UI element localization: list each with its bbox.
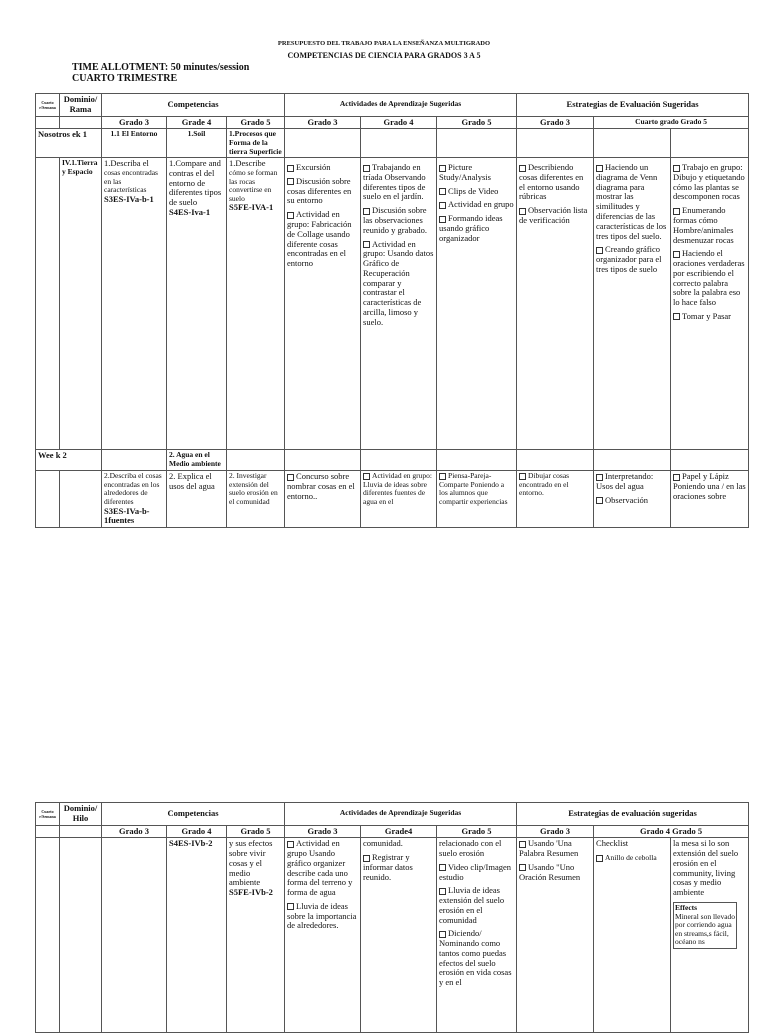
competency-g4-code: S4ES-Iva-1 — [169, 207, 211, 217]
checkbox-icon — [363, 208, 370, 215]
effects-title: Effects — [675, 902, 698, 912]
grade4-header: Grade 4 — [167, 116, 227, 129]
list-item: Clips de Video — [439, 187, 514, 197]
grade5-header: Grado 5 — [227, 116, 285, 129]
competency-g5-text: y sus efectos sobre vivir cosas y el medio ambiente — [229, 838, 273, 888]
checkbox-icon — [287, 474, 294, 481]
checkbox-icon — [439, 216, 446, 223]
competency-g3-title: 1.Describa el — [104, 158, 149, 169]
list-item: Registrar y informar datos reunido. — [363, 852, 413, 882]
list-item: Actividad en grupo: Usando datos Gráfico de Recuperación comparar y contrastar el características de arcilla, limoso y suelo. — [363, 238, 434, 327]
checkbox-icon — [287, 903, 294, 910]
checkbox-icon — [596, 474, 603, 481]
document-title: COMPETENCIAS DE CIENCIA PARA GRADOS 3 A 5 — [287, 51, 481, 60]
list-item: relacionado con el suelo erosión — [439, 838, 502, 859]
list-item: Enumerando formas cómo Hombre/animales desmenuzar rocas — [673, 205, 734, 245]
checkbox-icon — [287, 212, 294, 219]
list-item: Lluvia de ideas sobre la importancia de alrededores. — [287, 900, 357, 931]
evaluation-g3-week2: Dibujar cosas encontrado en el entorno. — [517, 471, 594, 528]
competency-g5-code: S5FE-IVA-1 — [229, 202, 274, 213]
list-item: Tomar y Pasar — [673, 312, 746, 322]
competency-g5-code: S5FE-IVb-2 — [229, 887, 273, 898]
checkbox-icon — [439, 165, 446, 172]
grade3-header: Grado 3 — [102, 116, 167, 129]
checkbox-icon — [596, 165, 603, 172]
competency-g5 — [227, 158, 285, 450]
list-item: comunidad. — [363, 838, 403, 849]
activities-g5 — [437, 158, 517, 450]
evaluation-g4 — [594, 158, 671, 450]
checkbox-icon — [596, 247, 603, 254]
competency-g5-text: cómo se forman las rocas convertirse en suelo — [229, 167, 278, 203]
checkbox-icon — [596, 497, 603, 504]
list-item: Trabajando en tríada Observando diferentes tipos de suelo en el jardín. — [363, 162, 426, 202]
list-item: Describiendo cosas diferentes en el entorno usando rúbricas — [519, 162, 584, 202]
col-evaluacion-header: Estrategias de evaluación sugeridas — [517, 803, 749, 826]
eval-grade45-header: Cuarto grado Grado 5 — [594, 116, 749, 129]
evaluation-g4-week2 — [594, 471, 671, 528]
subject-g4: 1.Soil — [167, 129, 227, 158]
list-item: Observación — [596, 496, 668, 506]
activities-g3 — [285, 158, 361, 450]
list-item: Trabajo en grupo: Dibujo y etiquetando cómo las plantas se descomponen rocas — [673, 162, 745, 202]
list-item: Usando 'Una Palabra Resumen — [519, 838, 579, 859]
checkbox-icon — [439, 188, 446, 195]
checkbox-icon — [673, 474, 680, 481]
checkbox-icon — [287, 841, 294, 848]
list-item: Discusión sobre las observaciones reunido y grabado. — [363, 205, 427, 235]
eval-grade45-header: Grado 4 Grado 5 — [594, 825, 749, 838]
act-grade4-header: Grade4 — [361, 825, 437, 838]
checkbox-icon — [363, 241, 370, 248]
col-competencias-header: Competencias — [102, 803, 285, 826]
checkbox-icon — [519, 841, 526, 848]
checkbox-icon — [287, 165, 294, 172]
evaluation-g5 — [671, 158, 749, 450]
col-actividades-header: Actividades de Aprendizaje Sugeridas — [285, 803, 517, 826]
checkbox-icon — [439, 864, 446, 871]
checkbox-icon — [439, 202, 446, 209]
subject-g3: 1.1 El Entorno — [102, 129, 167, 158]
activities-g5 — [437, 838, 517, 1033]
col-actividades-header: Actividades de Aprendizaje Sugeridas — [285, 94, 517, 117]
act-grade3-header: Grado 3 — [285, 825, 361, 838]
activities-g4 — [361, 158, 437, 450]
checkbox-icon — [673, 251, 680, 258]
list-item: Haciendo el oraciones verdaderas por escribiendo el correcto palabra sobre la palabra eso lo hace falso — [673, 248, 745, 308]
act-grade5-header: Grado 5 — [437, 116, 517, 129]
list-item: Haciendo un diagrama de Venn diagrama para mostrar las similitudes y diferencias de las características de los tres tipos del suelo. — [596, 162, 667, 241]
checkbox-icon — [673, 208, 680, 215]
col-cuarto-header: Cuarto r/Semana — [36, 94, 60, 117]
competencies-table-1 — [35, 93, 749, 528]
competency-code: S3ES-IVa-b-1fuentes — [104, 505, 150, 526]
competency-g3 — [102, 158, 167, 450]
evaluation-g5-text: la mesa si lo son extensión del suelo erosión en el community, living cosas y medio ambiente — [673, 838, 739, 898]
week1-label: Nosotros ek 1 — [36, 129, 102, 158]
competency-g4-code: S4ES-IVb-2 — [167, 838, 227, 1033]
list-item: Diciendo/ Nominando como tantos como puedas efectos del suelo erosión en vida cosas y en el — [439, 928, 512, 988]
competency-g3-week2: 2.Describa el cosas encontradas en los alrededores de diferentes S3ES-IVa-b-1fuentes — [102, 471, 167, 528]
list-item: Actividad en grupo Usando gráfico organizer describe cada uno forma del terreno y forma de agua — [287, 838, 353, 898]
col-dominio-header: Dominio/ Hilo — [60, 803, 102, 826]
checkbox-icon — [519, 208, 526, 215]
grade4-header: Grado 4 — [167, 825, 227, 838]
competency-g5-title: 1.Describe — [229, 158, 266, 169]
week2-label: Wee k 2 — [36, 450, 102, 471]
eval-grade3-header: Grado 3 — [517, 116, 594, 129]
list-item: Checklist — [596, 838, 629, 849]
time-allotment: TIME ALLOTMENT: 50 minutes/session — [72, 62, 250, 73]
list-item: Creando gráfico organizador para el tres tipos de suelo — [596, 244, 662, 274]
competency-g4-week2: 2. Explica el usos del agua — [167, 471, 227, 528]
evaluation-g4 — [594, 838, 671, 1033]
checkbox-icon — [673, 165, 680, 172]
quarter-label: CUARTO TRIMESTRE — [72, 73, 178, 84]
competencies-table-2 — [35, 802, 749, 1033]
competency-g4-text: 1.Compare and contras el del entorno de diferentes tipos de suelo — [169, 158, 222, 208]
effects-mini-table — [673, 902, 737, 949]
act-grade4-header: Grado 4 — [361, 116, 437, 129]
eval-grade3-header: Grado 3 — [517, 825, 594, 838]
domain-cell: IV.1.Tierra y Espacio — [60, 158, 102, 450]
list-item: Actividad en grupo — [439, 200, 514, 210]
checkbox-icon — [596, 855, 603, 862]
evaluation-g3 — [517, 838, 594, 1033]
col-competencias-header: Competencias — [102, 94, 285, 117]
list-item: Anillo de cebolla — [596, 853, 668, 863]
col-dominio-header: Dominio/ Rama — [60, 94, 102, 117]
checkbox-icon — [363, 165, 370, 172]
col-evaluacion-header: Estrategias de Evaluación Sugeridas — [517, 94, 749, 117]
subject-g5: 1.Procesos que Forma de la tierra Superficie — [227, 129, 285, 158]
list-item: Formando ideas usando gráfico organizador — [439, 213, 503, 243]
subject-g4-week2: 2. Agua en el Medio ambiente — [167, 450, 227, 471]
activities-g3-week2: Concurso sobre nombrar cosas en el entorno.. — [285, 471, 361, 528]
list-item: Actividad en grupo: Fabricación de Collage usando diferente cosas encontradas en el entorno — [287, 209, 352, 269]
list-item: Video clip/Imagen estudio — [439, 861, 512, 882]
grade5-header: Grado 5 — [227, 825, 285, 838]
list-item: Usando "Uno Oración Resumen — [519, 861, 581, 882]
evaluation-g5-week2: Papel y Lápiz Poniendo una / en las oraciones sobre — [671, 471, 749, 528]
col-cuarto-header: Cuarto r/Semana — [36, 803, 60, 826]
competency-g3-code: S3ES-IVa-b-1 — [104, 193, 154, 204]
act-grade3-header: Grado 3 — [285, 116, 361, 129]
checkbox-icon — [673, 313, 680, 320]
competency-g5 — [227, 838, 285, 1033]
list-item: Interpretando: Usos del agua — [596, 471, 654, 491]
activities-g3 — [285, 838, 361, 1033]
checkbox-icon — [439, 931, 446, 938]
competency-g5-week2: 2. Investigar extensión del suelo erosión en el comunidad — [227, 471, 285, 528]
activities-g4 — [361, 838, 437, 1033]
checkbox-icon — [363, 855, 370, 862]
checkbox-icon — [439, 888, 446, 895]
activities-g5-week2: Piensa-Pareja-Comparte Poniendo a los alumnos que compartir experiencias — [437, 471, 517, 528]
evaluation-g3 — [517, 158, 594, 450]
list-item: Excursión — [287, 163, 358, 173]
checkbox-icon — [519, 165, 526, 172]
competency-g4 — [167, 158, 227, 450]
list-item: Picture Study/Analysis — [439, 162, 491, 182]
org-title: PRESUPUESTO DEL TRABAJO PARA LA ENSEÑANZA MULTIGRADO — [277, 40, 491, 47]
evaluation-g5 — [671, 838, 749, 1033]
checkbox-icon — [287, 178, 294, 185]
grade3-header: Grado 3 — [102, 825, 167, 838]
activities-g4-week2: Actividad en grupo: Lluvia de ideas sobre diferentes fuentes de agua en el — [361, 471, 437, 528]
checkbox-icon — [519, 864, 526, 871]
list-item: Lluvia de ideas extensión del suelo erosión en el comunidad — [439, 885, 505, 925]
effects-body: Mineral son llevado por corriendo agua en streams,s fácil, océano ns — [675, 911, 736, 947]
act-grade5-header: Grado 5 — [437, 825, 517, 838]
list-item: Discusión sobre cosas diferentes en su entorno — [287, 175, 352, 206]
competency-g3-text: cosas encontradas en las características — [104, 167, 158, 195]
list-item: Observación lista de verificación — [519, 205, 588, 225]
